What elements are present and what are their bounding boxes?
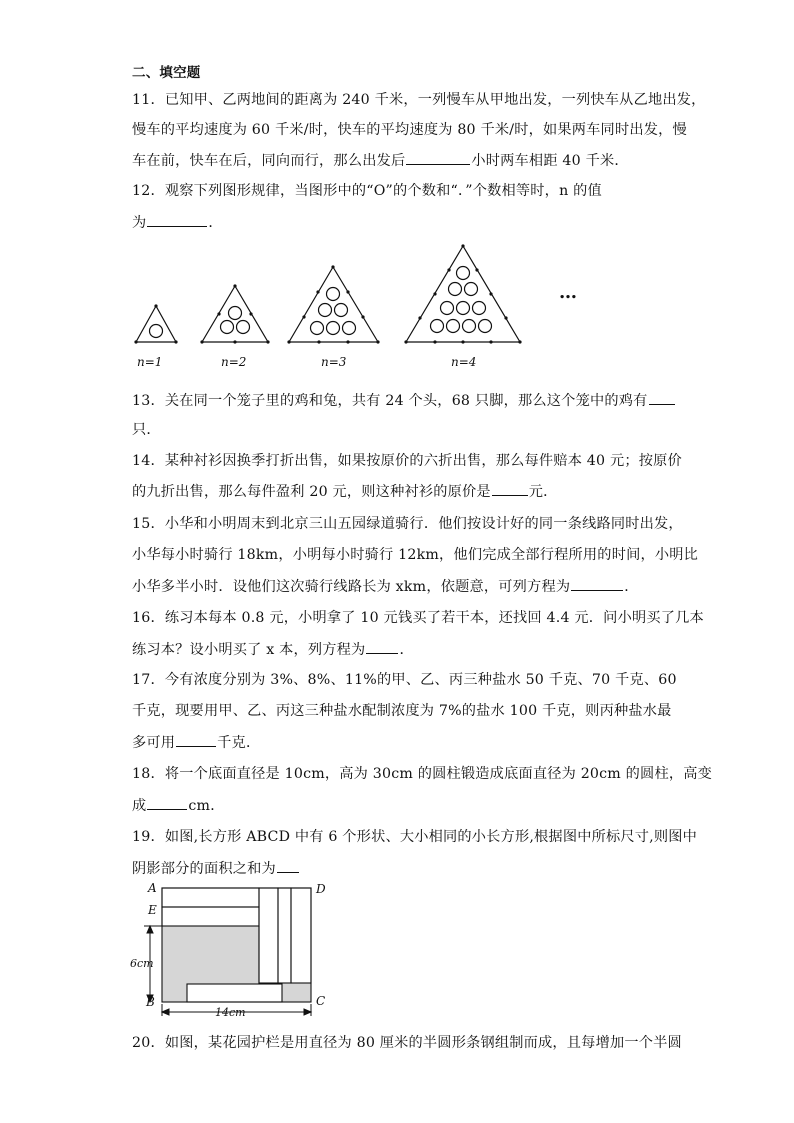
circle-mark bbox=[327, 288, 340, 301]
vertex-label-d: D bbox=[316, 882, 326, 896]
dot-mark bbox=[361, 315, 364, 318]
circle-mark bbox=[447, 320, 460, 333]
q17-line1: 17．今有浓度分别为 3%、8%、11%的甲、乙、丙三种盐水 50 千克、70 千克、60 bbox=[132, 672, 677, 688]
height-label: 6cm bbox=[130, 957, 154, 970]
dot-mark bbox=[504, 316, 507, 319]
dot-mark bbox=[287, 340, 290, 343]
dot-mark bbox=[174, 340, 177, 343]
circle-mark bbox=[237, 321, 250, 334]
dot-mark bbox=[266, 340, 269, 343]
dot-mark bbox=[433, 340, 436, 343]
dot-mark bbox=[489, 292, 492, 295]
small-rectangle bbox=[291, 888, 311, 983]
small-rectangle bbox=[187, 984, 282, 1002]
q12-answer-blank[interactable] bbox=[147, 212, 207, 227]
label-n4: n=4 bbox=[451, 355, 477, 369]
dot-mark bbox=[233, 284, 236, 287]
circle-mark bbox=[431, 320, 444, 333]
circle-mark bbox=[343, 322, 356, 335]
q14-line2-text-a: 的九折出售，那么每件盈利 20 元，则这种衬衫的原价是 bbox=[132, 484, 491, 500]
circle-mark bbox=[465, 283, 478, 296]
q19-rectangle-figure bbox=[128, 878, 338, 1023]
vertex-label-b: B bbox=[146, 995, 155, 1009]
q17-line3 bbox=[132, 732, 260, 753]
q18-line2 bbox=[132, 795, 225, 816]
q14-line2 bbox=[132, 481, 558, 502]
q17-answer-blank[interactable] bbox=[176, 732, 216, 747]
q15-answer-blank[interactable] bbox=[571, 576, 623, 591]
q13-line2: 只． bbox=[132, 422, 161, 438]
q15-line3-text-b: ． bbox=[624, 579, 639, 595]
dot-mark bbox=[461, 244, 464, 247]
q14-line2-text-b: 元． bbox=[528, 484, 558, 500]
dot-mark bbox=[418, 316, 421, 319]
triangle-n3 bbox=[289, 267, 378, 342]
q17-line3-text-a: 多可用 bbox=[132, 735, 176, 751]
q11-line3-text-b: 小时两车相距 40 千米． bbox=[471, 153, 629, 169]
circle-mark bbox=[229, 307, 242, 320]
dot-mark bbox=[302, 315, 305, 318]
q17-line2: 千克，现要用甲、乙、丙这三种盐水配制浓度为 7%的盐水 100 千克，则丙种盐水最 bbox=[132, 703, 672, 719]
q16-line1: 16．练习本每本 0.8 元，小明拿了 10 元钱买了若干本，还找回 4.4 元．问小明买了几本 bbox=[132, 610, 704, 626]
small-rectangle bbox=[162, 907, 259, 926]
q16-line2-text-a: 练习本？设小明买了 x 本，列方程为 bbox=[132, 642, 366, 658]
q16-answer-blank[interactable] bbox=[366, 639, 398, 654]
dot-mark bbox=[447, 268, 450, 271]
point-label-e: E bbox=[148, 903, 157, 917]
dot-mark bbox=[346, 340, 349, 343]
arrow-head bbox=[147, 926, 153, 933]
q16-line2 bbox=[132, 639, 414, 660]
small-rectangle bbox=[162, 888, 259, 907]
ellipsis-mark: … bbox=[559, 282, 577, 303]
dot-mark bbox=[475, 268, 478, 271]
q19-line1: 19．如图,长方形 ABCD 中有 6 个形状、大小相同的小长方形,根据图中所标尺寸,则图中 bbox=[132, 829, 698, 845]
q18-line2-text-b: cm． bbox=[188, 798, 225, 814]
shaded-region bbox=[281, 983, 311, 1002]
circle-mark bbox=[449, 283, 462, 296]
q12-line1: 12．观察下列图形规律，当图形中的“O”的个数和“．”个数相等时，n 的值 bbox=[132, 183, 602, 199]
q11-line1: 11．已知甲、乙两地间的距离为 240 千米，一列慢车从甲地出发，一列快车从乙地出发， bbox=[132, 92, 706, 108]
q19-line2 bbox=[132, 858, 300, 879]
circle-mark bbox=[319, 304, 332, 317]
dot-mark bbox=[317, 340, 320, 343]
dot-mark bbox=[433, 292, 436, 295]
q14-line1: 14．某种衬衫因换季打折出售，如果按原价的六折出售，那么每件赔本 40 元；按原价 bbox=[132, 453, 682, 469]
q11-answer-blank[interactable] bbox=[406, 150, 470, 165]
dot-mark bbox=[233, 340, 236, 343]
label-n1: n=1 bbox=[137, 355, 163, 369]
q11-line3-text-a: 车在前，快车在后，同向而行，那么出发后 bbox=[132, 153, 406, 169]
section-title: 二、填空题 bbox=[132, 65, 201, 81]
q19-line2-text: 阴影部分的面积之和为 bbox=[132, 861, 276, 877]
arrow-head bbox=[162, 1009, 169, 1015]
circle-mark bbox=[327, 322, 340, 335]
label-n3: n=3 bbox=[321, 355, 347, 369]
circle-mark bbox=[311, 322, 324, 335]
circle-mark bbox=[473, 302, 486, 315]
dot-mark bbox=[346, 290, 349, 293]
circle-mark bbox=[335, 304, 348, 317]
arrow-head bbox=[304, 1009, 311, 1015]
circle-mark bbox=[150, 325, 163, 338]
q18-line2-text-a: 成 bbox=[132, 798, 147, 814]
vertex-label-a: A bbox=[148, 881, 157, 895]
dot-mark bbox=[316, 290, 319, 293]
q13-line1 bbox=[132, 390, 676, 411]
triangle-n2 bbox=[202, 286, 268, 342]
q11-line2: 慢车的平均速度为 60 千米/时，快车的平均速度为 80 千米/时，如果两车同时出发，慢 bbox=[132, 122, 687, 138]
circle-mark bbox=[441, 302, 454, 315]
dot-mark bbox=[489, 340, 492, 343]
label-n2: n=2 bbox=[221, 355, 247, 369]
q12-line2 bbox=[132, 212, 223, 233]
q14-answer-blank[interactable] bbox=[492, 481, 528, 496]
q12-triangle-pattern-figure bbox=[125, 238, 595, 373]
q15-line3 bbox=[132, 576, 639, 597]
circle-mark bbox=[457, 267, 470, 280]
circle-mark bbox=[457, 302, 470, 315]
dot-mark bbox=[154, 304, 157, 307]
circle-mark bbox=[479, 320, 492, 333]
dot-mark bbox=[249, 312, 252, 315]
circle-mark bbox=[221, 321, 234, 334]
q12-line2-text-a: 为 bbox=[132, 215, 147, 231]
width-label: 14cm bbox=[215, 1006, 246, 1019]
q15-line1: 15．小华和小明周末到北京三山五园绿道骑行．他们按设计好的同一条线路同时出发， bbox=[132, 516, 683, 532]
dot-mark bbox=[200, 340, 203, 343]
q13-answer-blank[interactable] bbox=[649, 390, 675, 405]
q20-line1: 20．如图，某花园护栏是用直径为 80 厘米的半圆形条钢组制而成，且每增加一个半圆 bbox=[132, 1035, 682, 1051]
q18-answer-blank[interactable] bbox=[147, 795, 187, 810]
small-rectangle bbox=[278, 888, 291, 983]
dot-mark bbox=[331, 265, 334, 268]
dot-mark bbox=[518, 340, 521, 343]
q19-answer-blank[interactable] bbox=[277, 858, 299, 873]
q18-line1: 18．将一个底面直径是 10cm，高为 30cm 的圆柱锻造成底面直径为 20cm 的圆柱，高变 bbox=[132, 766, 712, 782]
q16-line2-text-b: ． bbox=[399, 642, 414, 658]
dot-mark bbox=[376, 340, 379, 343]
dot-mark bbox=[134, 340, 137, 343]
q12-line2-text-b: ． bbox=[208, 215, 223, 231]
dot-mark bbox=[461, 340, 464, 343]
circle-mark bbox=[463, 320, 476, 333]
q13-line1-text: 13．关在同一个笼子里的鸡和兔，共有 24 个头，68 只脚，那么这个笼中的鸡有 bbox=[132, 393, 648, 409]
vertex-label-c: C bbox=[316, 994, 326, 1008]
q11-line3 bbox=[132, 150, 629, 171]
dot-mark bbox=[217, 312, 220, 315]
small-rectangle bbox=[259, 888, 278, 983]
q15-line3-text-a: 小华多半小时．设他们这次骑行线路长为 xkm，依题意，可列方程为 bbox=[132, 579, 571, 595]
dot-mark bbox=[404, 340, 407, 343]
q17-line3-text-b: 千克． bbox=[217, 735, 261, 751]
q15-line2: 小华每小时骑行 18km，小明每小时骑行 12km，他们完成全部行程所用的时间，小明比 bbox=[132, 547, 699, 563]
